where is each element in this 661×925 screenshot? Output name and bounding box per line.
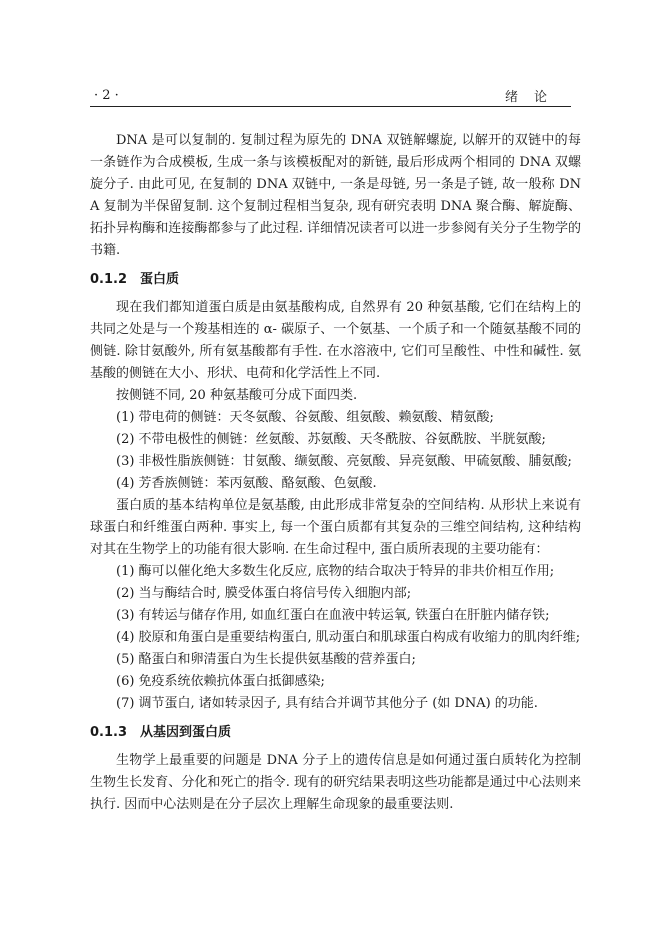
- list-item: (7) 调节蛋白, 诸如转录因子, 具有结合并调节其他分子 (如 DNA) 的功能.: [116, 696, 538, 711]
- list-item: (5) 酪蛋白和卵清蛋白为生长提供氨基酸的营养蛋白;: [116, 652, 416, 667]
- section-number: 0.1.3: [90, 725, 128, 740]
- section-heading: [90, 723, 581, 743]
- paragraph: 蛋白质的基本结构单位是氨基酸, 由此形成非常复杂的空间结构. 从形状上来说有球蛋白和纤维蛋白两种. 事实上, 每一个蛋白质都有其复杂的三维空间结构, 这种结构对其在生物学上的功能有很大影响. 在生命过程中, 蛋白质所表现的主要功能有：: [90, 498, 581, 557]
- paragraph: DNA 是可以复制的. 复制过程为原先的 DNA 双链解螺旋, 以解开的双链中的每一条链作为合成模板, 生成一条与该模板配对的新链, 最后形成两个相同的 DNA 双螺旋分子. 由此可见, 在复制的 DNA 双链中, 一条是母链, 另一条是子链, 故一般称 DNA 复制为半保留复制. 这个复制过程相当复杂, 现有研究表明 DNA 聚合酶、解旋酶、拓扑异构酶和连接酶都参与了此过程. 详细情况读者可以进一步参阅有关分子生物学的书籍.: [90, 133, 581, 258]
- page-number: · 2 ·: [94, 88, 119, 103]
- list-item: (1) 带电荷的侧链：天冬氨酸、谷氨酸、组氨酸、赖氨酸、精氨酸;: [116, 410, 494, 425]
- protein-function-list: [90, 561, 581, 715]
- list-item: (4) 胶原和角蛋白是重要结构蛋白, 肌动蛋白和肌球蛋白构成有收缩力的肌肉纤维;: [116, 630, 581, 645]
- page-body: [90, 130, 581, 816]
- list-item: (1) 酶可以催化绝大多数生化反应, 底物的结合取决于特异的非共价相互作用;: [116, 564, 555, 579]
- running-header: [90, 86, 571, 107]
- amino-acid-class-list: [90, 407, 581, 495]
- section-heading: [90, 270, 581, 290]
- paragraph: 按侧链不同, 20 种氨基酸可分成下面四类.: [116, 388, 358, 403]
- paragraph: 现在我们都知道蛋白质是由氨基酸构成, 自然界有 20 种氨基酸, 它们在结构上的共同之处是与一个羧基相连的 α- 碳原子、一个氨基、一个质子和一个随氨基酸不同的侧链. 除甘氨酸外, 所有氨基酸都有手性. 在水溶液中, 它们可呈酸性、中性和碱性. 氨基酸的侧链在大小、形状、电荷和化学活性上不同.: [90, 300, 581, 381]
- paragraph: 生物学上最重要的问题是 DNA 分子上的遗传信息是如何通过蛋白质转化为控制生物生长发育、分化和死亡的指令. 现有的研究结果表明这些功能都是通过中心法则来执行. 因而中心法则是在分子层次上理解生命现象的最重要法则.: [90, 753, 581, 812]
- list-item: (3) 非极性脂族侧链：甘氨酸、缬氨酸、亮氨酸、异亮氨酸、甲硫氨酸、脯氨酸;: [116, 454, 572, 469]
- chapter-title: 绪论: [504, 90, 563, 105]
- list-item: (3) 有转运与储存作用, 如血红蛋白在血液中转运氧, 铁蛋白在肝脏内储存铁;: [116, 608, 550, 623]
- list-item: (6) 免疫系统依赖抗体蛋白抵御感染;: [116, 674, 325, 689]
- list-item: (2) 不带电极性的侧链：丝氨酸、苏氨酸、天冬酰胺、谷氨酰胺、半胱氨酸;: [116, 432, 546, 447]
- list-item: (4) 芳香族侧链：苯丙氨酸、酪氨酸、色氨酸.: [116, 476, 377, 491]
- section-number: 0.1.2: [90, 272, 128, 287]
- section-title: 蛋白质: [140, 272, 180, 287]
- list-item: (2) 当与酶结合时, 膜受体蛋白将信号传入细胞内部;: [116, 586, 412, 601]
- section-title: 从基因到蛋白质: [140, 725, 232, 740]
